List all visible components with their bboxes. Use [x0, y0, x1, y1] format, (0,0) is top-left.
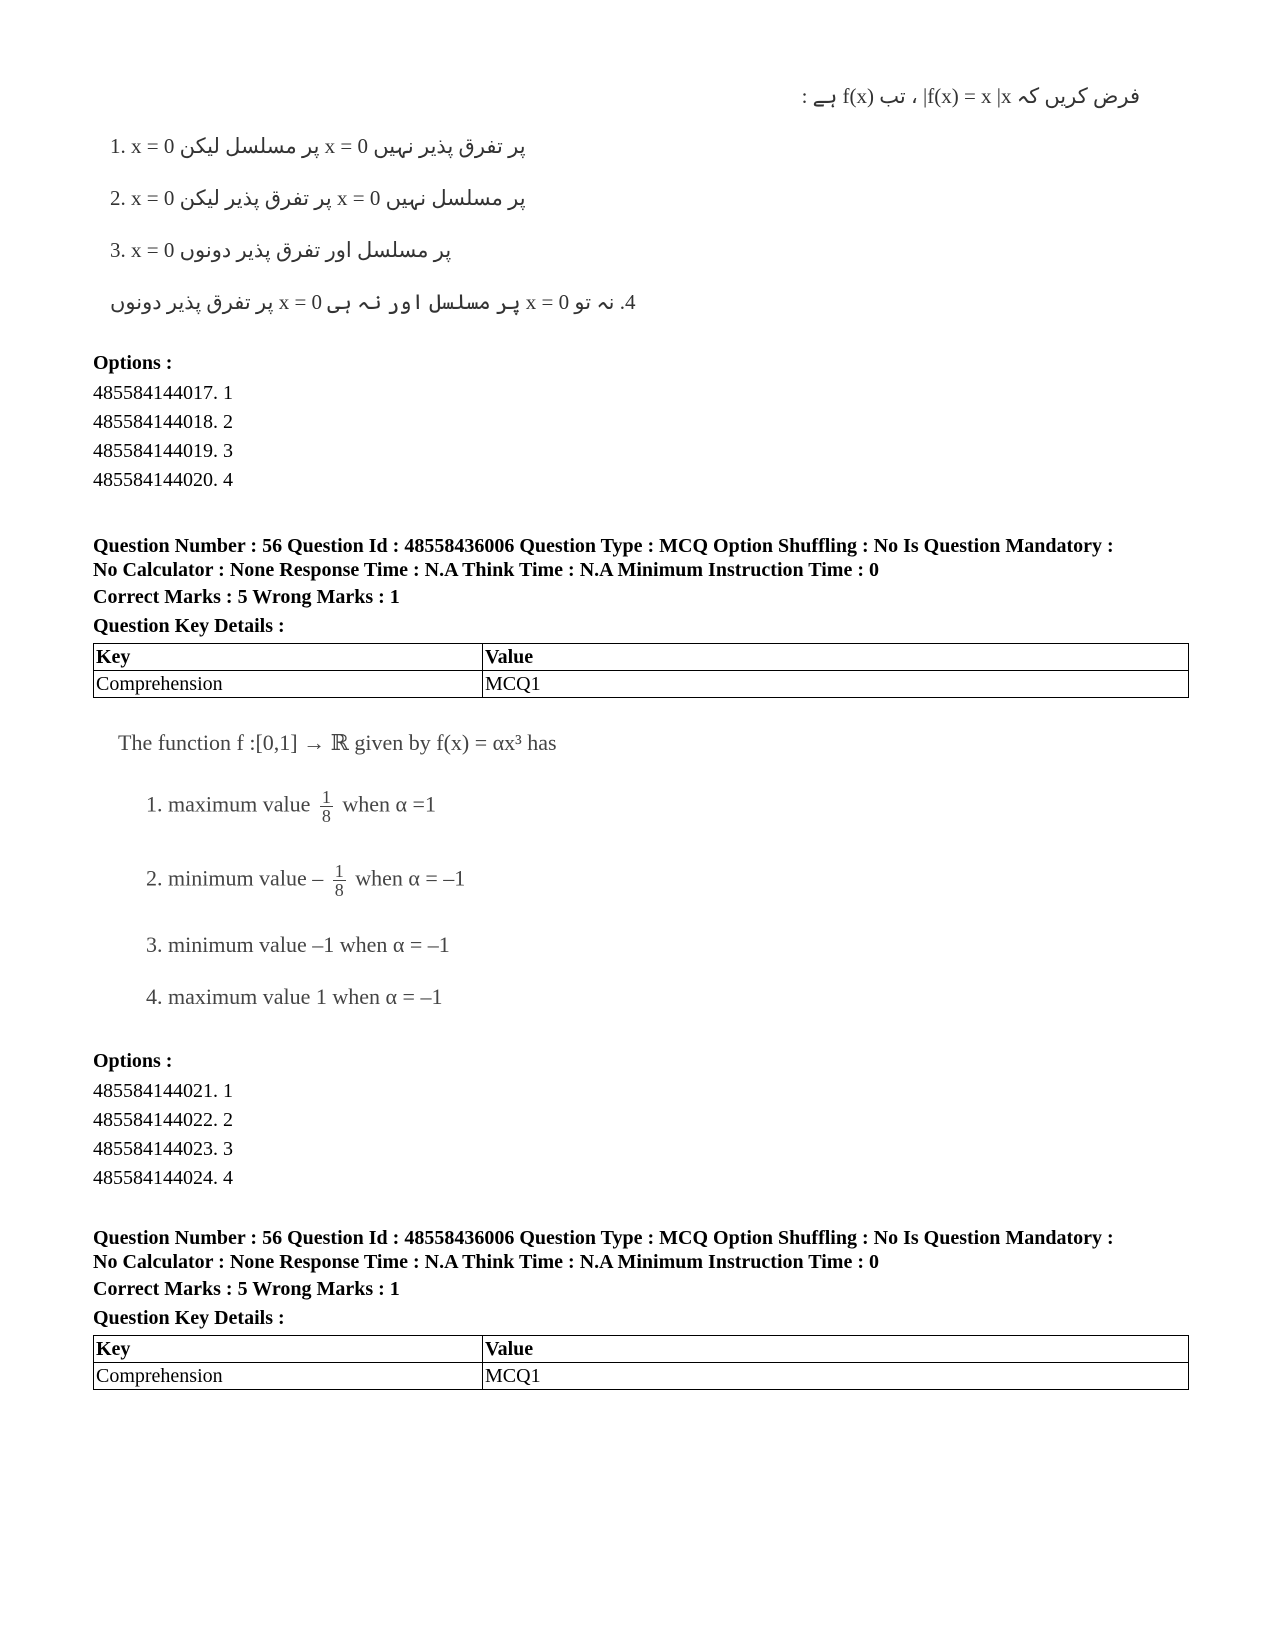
- choice-2: [146, 862, 465, 899]
- question-image-english: [118, 720, 638, 1030]
- option-item: 485584144024. 4: [93, 1167, 233, 1189]
- option-item: 485584144022. 2: [93, 1109, 233, 1131]
- question-meta-line-1: Question Number : 56 Question Id : 48558436006 Question Type : MCQ Option Shuffling : No Is Question Mandatory :: [93, 535, 1114, 557]
- option-item: 485584144019. 3: [93, 440, 233, 462]
- option-item: 485584144018. 2: [93, 411, 233, 433]
- header-value: Value: [483, 1336, 1189, 1363]
- fraction: [320, 788, 333, 825]
- question-meta: [93, 534, 1203, 582]
- table-row: [94, 1363, 1189, 1390]
- key-details-heading: Question Key Details :: [93, 615, 285, 637]
- cell-key: Comprehension: [94, 1363, 483, 1390]
- header-value: Value: [483, 644, 1189, 671]
- options-heading: Options :: [93, 352, 173, 374]
- header-key: Key: [94, 644, 483, 671]
- table-header-row: [94, 1336, 1189, 1363]
- options-list: [93, 379, 233, 495]
- choice-1: [146, 788, 436, 825]
- cell-value: MCQ1: [483, 671, 1189, 698]
- option-item: 485584144021. 1: [93, 1080, 233, 1102]
- fraction-numerator: 1: [334, 861, 344, 881]
- choice-1-suffix: when α =1: [342, 791, 436, 817]
- options-heading: Options :: [93, 1050, 173, 1072]
- choice-3: 3. x = 0 پر مسلسل اور تفرق پذیر دونوں: [110, 238, 452, 262]
- key-details-table: [93, 1335, 1189, 1390]
- cell-key: Comprehension: [94, 671, 483, 698]
- marks-line: Correct Marks : 5 Wrong Marks : 1: [93, 586, 400, 608]
- table-header-row: [94, 644, 1189, 671]
- question-stem-urdu: فرض کریں کہ f(x) = x |x| ، تب f(x) ہے :: [801, 84, 1140, 108]
- fraction-numerator: 1: [321, 787, 331, 807]
- key-details-heading: Question Key Details :: [93, 1307, 285, 1329]
- header-key: Key: [94, 1336, 483, 1363]
- choice-1-prefix: 1. maximum value: [146, 791, 311, 817]
- question-meta-line-2: No Calculator : None Response Time : N.A Think Time : N.A Minimum Instruction Time : 0: [93, 1251, 879, 1273]
- question-meta-line-2: No Calculator : None Response Time : N.A Think Time : N.A Minimum Instruction Time : 0: [93, 559, 879, 581]
- choice-1: 1. x = 0 پر مسلسل لیکن x = 0 پر تفرق پذیر نہیں: [110, 134, 526, 158]
- fraction-denominator: 8: [321, 806, 331, 826]
- option-item: 485584144020. 4: [93, 469, 233, 491]
- choice-2-prefix: 2. minimum value –: [146, 865, 324, 891]
- question-meta: [93, 1226, 1203, 1274]
- choice-2-suffix: when α = –1: [355, 865, 466, 891]
- cell-value: MCQ1: [483, 1363, 1189, 1390]
- choice-2: 2. x = 0 پر تفرق پذیر لیکن x = 0 پر مسلسل نہیں: [110, 186, 526, 210]
- question-meta-line-1: Question Number : 56 Question Id : 48558436006 Question Type : MCQ Option Shuffling : No Is Question Mandatory :: [93, 1227, 1114, 1249]
- marks-line: Correct Marks : 5 Wrong Marks : 1: [93, 1278, 400, 1300]
- key-details-table: [93, 643, 1189, 698]
- question-image-urdu: [110, 70, 1160, 330]
- question-stem: The function f :[0,1] → ℝ given by f(x) = αx³ has: [118, 730, 557, 755]
- fraction: [333, 862, 346, 899]
- option-item: 485584144017. 1: [93, 382, 233, 404]
- table-row: [94, 671, 1189, 698]
- choice-3: 3. minimum value –1 when α = –1: [146, 932, 450, 957]
- options-list: [93, 1077, 233, 1193]
- choice-4: 4. maximum value 1 when α = –1: [146, 984, 443, 1009]
- option-item: 485584144023. 3: [93, 1138, 233, 1160]
- fraction-denominator: 8: [334, 880, 344, 900]
- choice-4: 4. نہ تو x = 0 پر مسلسل اور نہ ہی x = 0 پر تفرق پذیر دونوں: [110, 290, 636, 314]
